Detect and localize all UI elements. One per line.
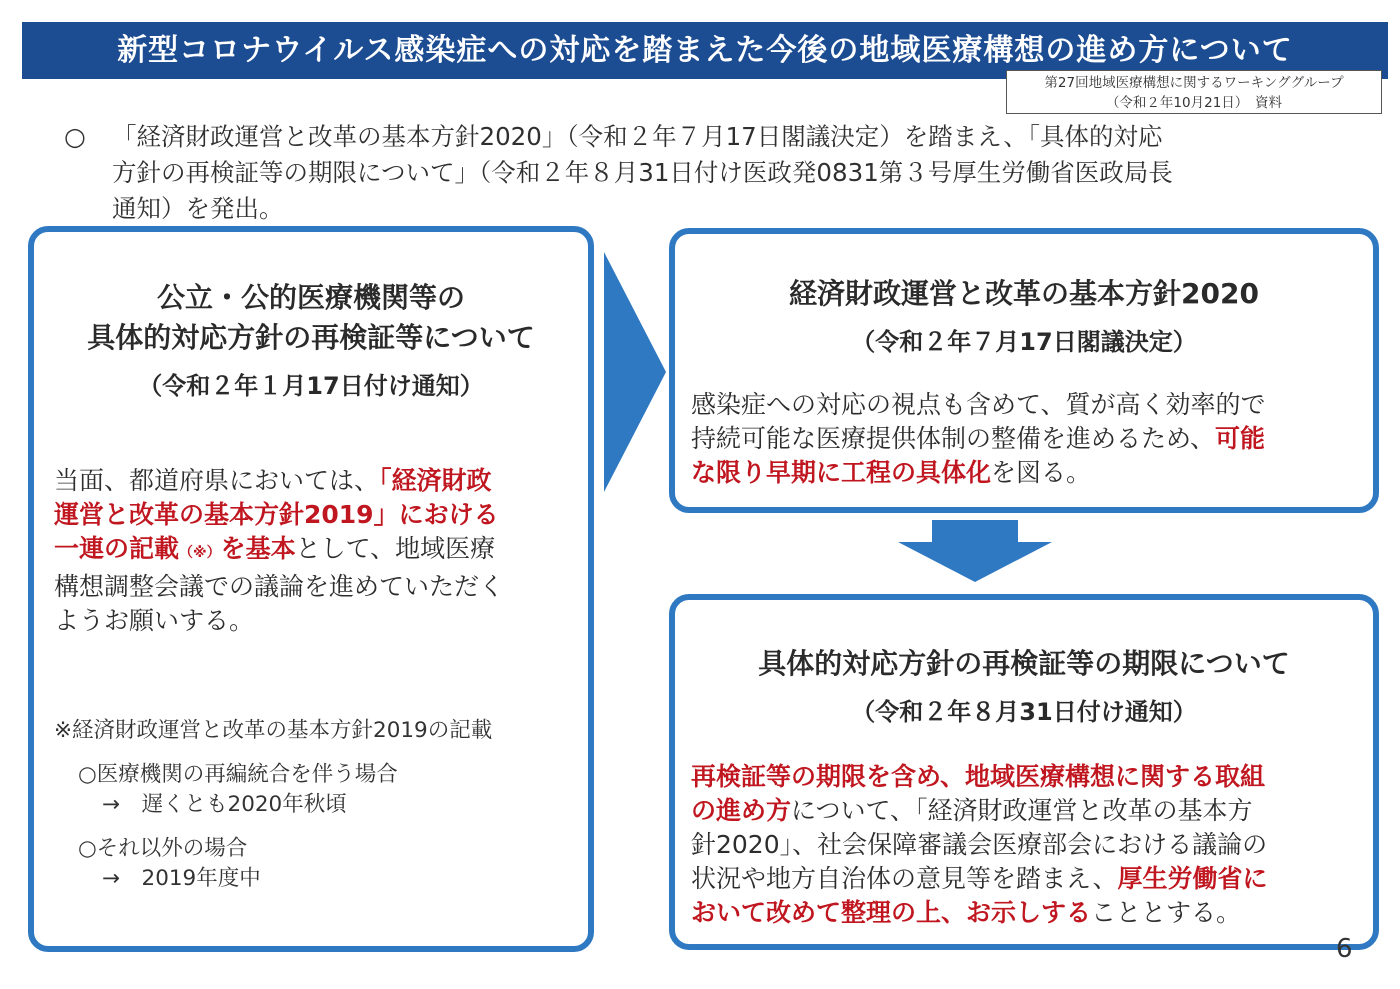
notice-2020-01-box [28, 226, 594, 952]
emphasis-text: 運営と改革の基本方針2019」における [54, 500, 499, 529]
rb-body [691, 760, 1361, 930]
text: 状況や地方自治体の意見等を踏まえ、 [691, 864, 1118, 893]
intro-line: 方針の再検証等の期限について」（令和２年８月31日付け医政発0831第３号厚生労働省医政局長 [112, 158, 1173, 187]
intro-line: 通知）を発出。 [112, 194, 284, 223]
intro-paragraph [112, 119, 1352, 227]
text: 当面、都道府県においては、 [54, 466, 380, 495]
rt-body [691, 388, 1351, 490]
emphasis-text: 厚生労働省に [1117, 864, 1268, 893]
emphasis-text: 再検証等の期限を含め、地域医療構想に関する取組 [691, 762, 1266, 791]
text: ようお願いする。 [54, 606, 255, 635]
emphasis-text: の進め方 [691, 796, 792, 825]
emphasis-text: おいて改めて整理の上、お示しする [691, 898, 1092, 927]
basic-policy-2020-box [669, 228, 1379, 513]
left-body [54, 464, 574, 638]
footnote [54, 716, 492, 894]
emphasis-text: 「経済財政 [379, 466, 492, 495]
text: 針2020」、社会保障審議会医療部会における議論の [691, 830, 1268, 859]
left-heading-1: 公立・公的医療機関等の [156, 281, 465, 314]
footnote-case-1-value: → 遅くとも2020年秋頃 [102, 792, 347, 817]
arrow-right-icon [604, 252, 666, 492]
intro-bullet: ○ [64, 122, 86, 151]
footnote-case-1: ○医療機関の再編統合を伴う場合 [78, 762, 398, 787]
page-title: 新型コロナウイルス感染症への対応を踏まえた今後の地域医療構想の進め方について [22, 22, 1388, 79]
source-line-1: 第27回地域医療構想に関するワーキンググループ [1044, 75, 1344, 91]
source-label [1006, 70, 1382, 114]
emphasis-text: 可能 [1215, 424, 1266, 453]
rt-heading-1: 経済財政運営と改革の基本方針2020 [789, 277, 1259, 310]
left-heading-2: 具体的対応方針の再検証等について [87, 321, 535, 354]
text: として、地域医療 [295, 534, 496, 563]
text: 構想調整会議での議論を進めていただく [54, 572, 505, 601]
text: を図る。 [991, 458, 1092, 487]
rt-heading-date: （令和２年７月17日閣議決定） [851, 328, 1197, 356]
text: 感染症への対応の視点も含めて、質が高く効率的で [691, 390, 1266, 419]
text: こととする。 [1091, 898, 1242, 927]
intro-line: 「経済財政運営と改革の基本方針2020」（令和２年７月17日閣議決定）を踏まえ、「具体的対応 [112, 122, 1163, 151]
footnote-title: ※経済財政運営と改革の基本方針2019の記載 [54, 718, 493, 743]
arrow-down-icon [898, 520, 1052, 582]
rb-heading-date: （令和２年８月31日付け通知） [851, 698, 1197, 726]
rb-heading-1: 具体的対応方針の再検証等の期限について [758, 647, 1290, 680]
footnote-case-2-value: → 2019年度中 [102, 866, 261, 891]
deadline-notice-box [669, 594, 1379, 950]
emphasis-text: を基本 [220, 534, 296, 563]
source-line-2: （令和２年10月21日） 資料 [1105, 95, 1283, 111]
text: 持続可能な医療提供体制の整備を進めるため、 [691, 424, 1216, 453]
footnote-mark: （※） [179, 545, 221, 561]
text: について、「経済財政運営と改革の基本方 [791, 796, 1253, 825]
page-number: 6 [1336, 934, 1353, 964]
footnote-case-2: ○それ以外の場合 [78, 836, 248, 861]
emphasis-text: な限り早期に工程の具体化 [691, 458, 992, 487]
left-heading-date: （令和２年１月17日付け通知） [138, 372, 484, 400]
emphasis-text: 一連の記載 [54, 534, 180, 563]
